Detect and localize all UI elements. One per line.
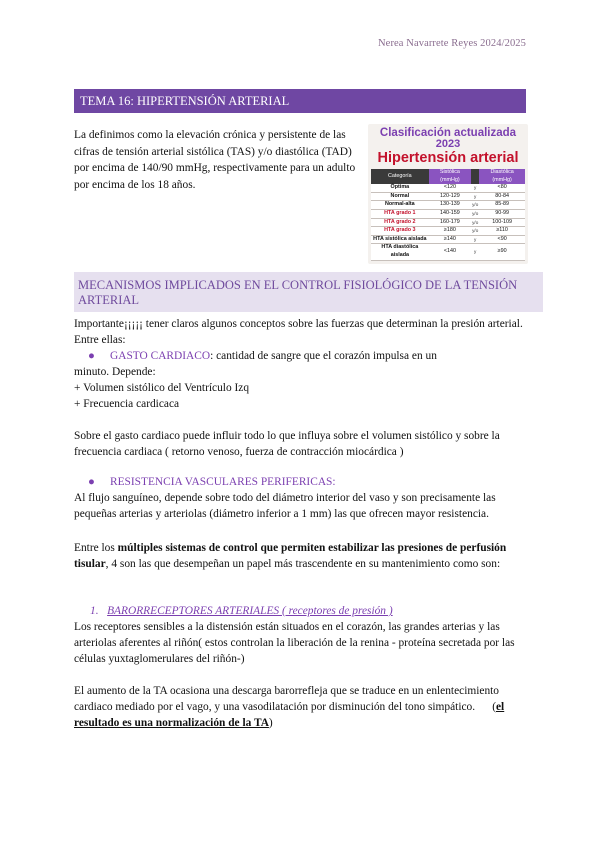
gasto-line [74,348,526,364]
bullet-icon: ● [88,350,95,362]
paragraph-sistemas [74,540,526,572]
table-header-row [371,169,525,184]
baro-number: 1. [90,605,99,617]
cell-dia: 90-99 [479,209,525,218]
cell-sys: 140-159 [429,209,471,218]
cell-dia: <80 [479,184,525,192]
baro-heading [74,603,526,619]
cell-sys: <120 [429,184,471,192]
cell-dia: 100-109 [479,218,525,227]
resistencia-text: Al flujo sanguíneo, depende sobre todo del diámetro interior del vaso y son precisamente las pequeñas arterias y arteriolas (diámetro inferior a 1 mm) las que ofrecen mayor resistencia. [74,492,496,520]
header-author: Nerea Navarrete Reyes 2024/2025 [378,38,526,49]
resistencia-line [74,474,526,490]
cell-op: y [471,192,479,201]
cell-dia: ≥90 [479,244,525,260]
cell-sys: <140 [429,244,471,260]
table-title-1: Clasificación actualizada [379,127,517,139]
cell-op: y [471,244,479,260]
intro-paragraph: La definimos como la elevación crónica y persistente de las cifras de tensión arterial sistólica (TAS) y/o diastólica (TAD) por encima de 140/90 mmHg, respectivamente para un adulto por encima de los 18 años. [74,129,356,191]
cell-sys: ≥180 [429,227,471,236]
table-title-2: Hipertensión arterial [377,150,519,166]
p3-bold: múltiples sistemas de control que permiten estabilizar las presiones de perfusión tisular [74,542,507,570]
p3-pre: Entre los [74,542,118,554]
table-year: 2023 [435,138,461,150]
gasto-text-2: minuto. Depende: [74,366,156,378]
cell-dia: 80-84 [479,192,525,201]
cell-cat: HTA sistólica aislada [371,235,429,244]
gasto-text: : cantidad de sangre que el corazón impulsa en un [210,350,437,362]
table-row [371,209,525,218]
table-row [371,218,525,227]
cell-dia: <90 [479,235,525,244]
bp-classification-table [371,169,525,261]
cell-sys: 120-129 [429,192,471,201]
table-row [371,184,525,192]
baro-block [74,603,526,667]
cell-sys: ≥140 [429,235,471,244]
cell-op: y/o [471,201,479,210]
bp-classification-image [368,124,528,264]
header-diastolic: Diastólica (mmHg) [479,169,525,184]
cell-sys: 160-179 [429,218,471,227]
p4-text: El aumento de la TA ocasiona una descarga barorrefleja que se traduce en un enlentecimiento cardiaco mediado por el vago, y una vasodilatación por disminución del tono simpático. [74,685,500,713]
cell-op: y [471,184,479,192]
cell-cat: HTA grado 1 [371,209,429,218]
baro-text: Los receptores sensibles a la distensión están situados en el corazón, las grandes arterias y las arteriolas aferentes al riñón( estos controlan la liberación de la renina - proteína secretada por las células yuxtaglomerulares del riñón-) [74,621,515,665]
cell-cat: HTA diastólica aislada [371,244,429,260]
cell-sys: 130-139 [429,201,471,210]
header-category: Categoría [371,169,429,184]
gasto-item-1: + Volumen sistólico del Ventrículo Izq [74,382,250,394]
gasto-label: GASTO CARDIACO [110,350,211,362]
p4-open: ( [492,701,496,713]
resistencia-label: RESISTENCIA VASCULARES PERIFERICAS: [110,476,336,488]
gasto-item-2: + Frecuencia cardicaca [74,398,180,410]
paragraph-gasto: Sobre el gasto cardiaco puede influir todo lo que influya sobre el volumen sistólico y sobre la frecuencia cardiaca ( retorno venoso, fuerza de contracción miocárdica ) [74,430,500,458]
cell-op: y/o [471,218,479,227]
cell-cat: Normal-alta [371,201,429,210]
resistencia-block [74,474,526,522]
cell-dia: 85-89 [479,201,525,210]
p3-post: , 4 son las que desempeñan un papel más trascendente en su mantenimiento como son: [105,558,501,570]
header-systolic: Sistólica (mmHg) [429,169,471,184]
table-row [371,192,525,201]
cell-op: y/o [471,227,479,236]
table-row [371,244,525,260]
paragraph-importante: Importante¡¡¡¡¡ tener claros algunos conceptos sobre las fuerzas que determinan la presión arterial. Entre ellas: [74,318,523,346]
table-row [371,235,525,244]
cell-dia: ≥110 [479,227,525,236]
p4-close: ) [268,717,273,729]
baro-title: BARORRECEPTORES ARTERIALES ( receptores de presión ) [107,605,393,617]
cell-op: y/o [471,209,479,218]
table-row [371,201,525,210]
section-title-banner: MECANISMOS IMPLICADOS EN EL CONTROL FISIOLÓGICO DE LA TENSIÓN ARTERIAL [74,272,543,312]
bullet-icon: ● [88,476,95,488]
cell-cat: Normal [371,192,429,201]
gasto-cardiaco-block [74,348,526,412]
cell-cat: Óptima [371,184,429,192]
header-operator [471,169,479,184]
table-row [371,227,525,236]
cell-cat: HTA grado 3 [371,227,429,236]
topic-title-banner: TEMA 16: HIPERTENSIÓN ARTERIAL [74,89,526,113]
cell-op: y [471,235,479,244]
cell-cat: HTA grado 2 [371,218,429,227]
p4-bold: el resultado es una normalización de la TA [74,701,505,729]
paragraph-barorreflejo [74,683,526,731]
